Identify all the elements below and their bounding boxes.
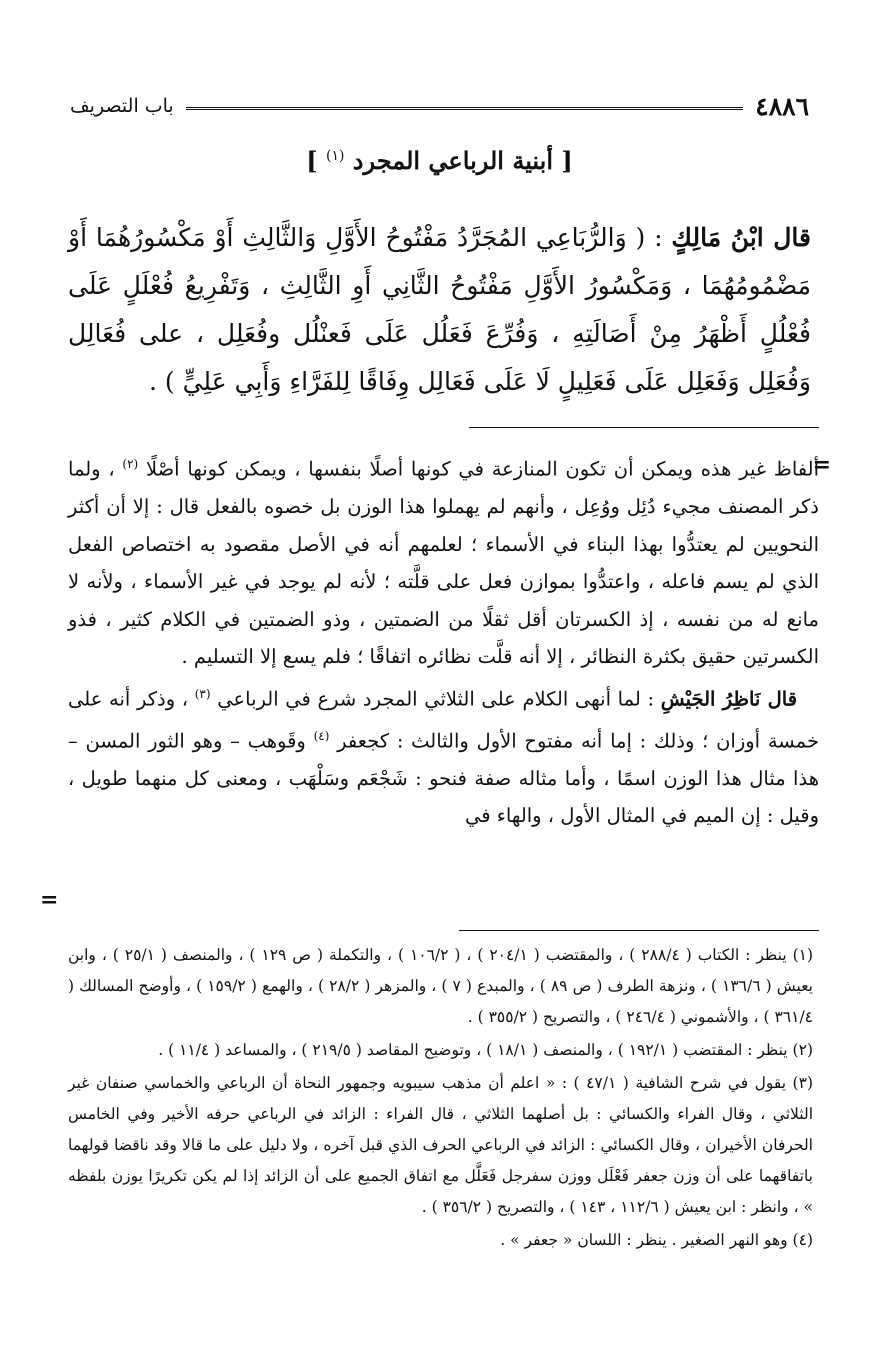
header-rule — [186, 107, 744, 110]
footnote-4: (٤) وهو النهر الصغير . ينظر : اللسان « جعفر » . — [500, 1231, 813, 1249]
section-title — [0, 146, 879, 175]
verse-author: قال ابْنُ مَالِكٍ — [671, 223, 811, 252]
page-header — [70, 86, 809, 126]
paragraph-1-text: ألفاظ غير هذه ويمكن أن تكون المنازعة في كونها أصلًا بنفسها ، ويمكن كونها أصْلًا — [145, 457, 819, 481]
commentary-author: قال نَاظِرُ الجَيْشِ — [660, 687, 798, 710]
commentary-paragraph-2 — [68, 676, 819, 835]
continuation-mark-end: = — [40, 887, 59, 913]
chapter-title: باب التصريف — [70, 95, 174, 117]
commentary-paragraph-1 — [68, 446, 819, 676]
footnote-ref-4: (٤) — [313, 728, 330, 743]
footnotes — [68, 940, 813, 1258]
paragraph-1-rest: ، ولما ذكر المصنف مجيء دُئِل ووُعِل ، وأنهم لم يهملوا هذا الوزن بل خصوه بالفعل قال : إلا أن أكثر النحويين لم يعتدُّوا بهذا البناء في الأسماء ؛ لعلمهم أنه في الأصل مقصود به اختصاص الفعل الذي لم يسم فاعله ، واعتدُّوا بموازن فعل على قلَّته ؛ لأنه لم يوجد في غير الأسماء ، ولأنه لا مانع له من نفسه ، إذ الكسرتان أقل ثقلًا من الضمتين ، وذو الضمتين في الكلام كثير ، فذو الكسرتين حقيق بكثرة النظائر ، إلا أنه قلَّت نظائره اتفاقًا ؛ فلم يسع إلا التسليم . — [68, 457, 819, 668]
verse-text: : ( وَالرُّبَاعِي المُجَرَّدُ مَفْتُوحُ الأَوَّلِ وَالثَّالِثِ أَوْ مَكْسُورُهُمَا أَوْ مَضْمُومُهُمَا ، وَمَكْسُورُ الأَوَّلِ مَفْتُوحُ الثَّانِي أَوِ الثَّالِثِ ، وَتَفْرِيعُ فُعْلَلٍ عَلَى فُعْلُلٍ أَظْهَرُ مِنْ أَصَالَتِهِ ، وَفُرِّعَ فَعَلُل عَلَى فَعنْلُل وفُعَلِل ، على فُعَالِل وَفُعَلِل وَفَعَلِل عَلَى فَعَلِيلٍ لَا عَلَى فَعَالِل وِفَاقًا لِلفَرَّاءِ وَأَبِي عَلِيٍّ ) . — [68, 223, 811, 396]
continuation-mark-start: = — [812, 452, 831, 478]
footnote-ref-3: (٣) — [194, 686, 211, 701]
section-divider — [469, 427, 819, 428]
section-title-text: [ أبنية الرباعي المجرد — [352, 146, 573, 175]
footnote-ref-1: (١) — [325, 148, 345, 164]
footnote-2: (٢) ينظر : المقتضب ( ١٩٢/١ ) ، والمنصف ( ١٨/١ ) ، وتوضيح المقاصد ( ٢١٩/٥ ) ، والمساعد ( ١١/٤ ) . — [158, 1041, 813, 1059]
verse-block — [68, 214, 811, 406]
footnote-divider — [459, 930, 819, 931]
page-number: ٤٨٨٦ — [755, 91, 809, 121]
footnote-1: (١) ينظر : الكتاب ( ٢٨٨/٤ ) ، والمقتضب ( ٢٠٤/١ ) ، ( ١٠٦/٢ ) ، والتكملة ( ص ١٢٩ ) ، والمنصف ( ٢٥/١ ) ، وابن يعيش ( ١٣٦/٦ ) ، ونزهة الطرف ( ص ٨٩ ) ، والمبدع ( ٧ ) ، والمزهر ( ٢٨/٢ ) ، والهمع ( ١٥٩/٢ ) ، وأوضح المسالك ( ٣٦١/٤ ) ، والأشموني ( ٢٤٦/٤ ) ، والتصريح ( ٣٥٥/٢ ) . — [68, 946, 814, 1026]
paragraph-2-text-b: ، وذكر أنه على خمسة أوزان ؛ وذلك : إما أنه مفتوح الأول والثالث : كجعفر — [68, 687, 819, 752]
section-title-close: ] — [306, 146, 318, 175]
paragraph-2-text-a: : لما أنهى الكلام على الثلاثي المجرد شرع في الرباعي — [217, 687, 655, 710]
paragraph-2-text-c: وقَوهب – وهو الثور المسن – هذا مثال هذا الوزن اسمًا ، وأما مثاله صفة فنحو : شَجْعَم وسَلْهَب ، ومعنى كل منهما طويل ، وقيل : إن الميم في المثال الأول ، والهاء في — [68, 729, 819, 827]
footnote-ref-2: (٢) — [122, 457, 139, 471]
commentary-body — [68, 446, 819, 835]
footnote-3: (٣) يقول في شرح الشافية ( ٤٧/١ ) : « اعلم أن مذهب سيبويه وجمهور النحاة أن الرباعي والخماسي صنفان غير الثلاثي ، وقال الفراء والكسائي : بل أصلهما الثلاثي ، قال الفراء : الزائد في الرباعي حرفه الأخير وفي الخامس الحرفان الأخيران ، وقال الكسائي : الزائد في الرباعي الحرف الذي قبل آخره ، ولا دليل على ما قالا وقد ناقضا قولهما باتفاقهما على أن وزن جعفر فَعْلَل ووزن سفرجل فَعَلَّل مع اتفاق الجميع على أن الزائد إذا لم يكن تكريرًا يوزن بلفظه » ، وانظر : ابن يعيش ( ١١٢/٦ ، ١٤٣ ) ، والتصريح ( ٣٥٦/٢ ) . — [68, 1074, 813, 1216]
